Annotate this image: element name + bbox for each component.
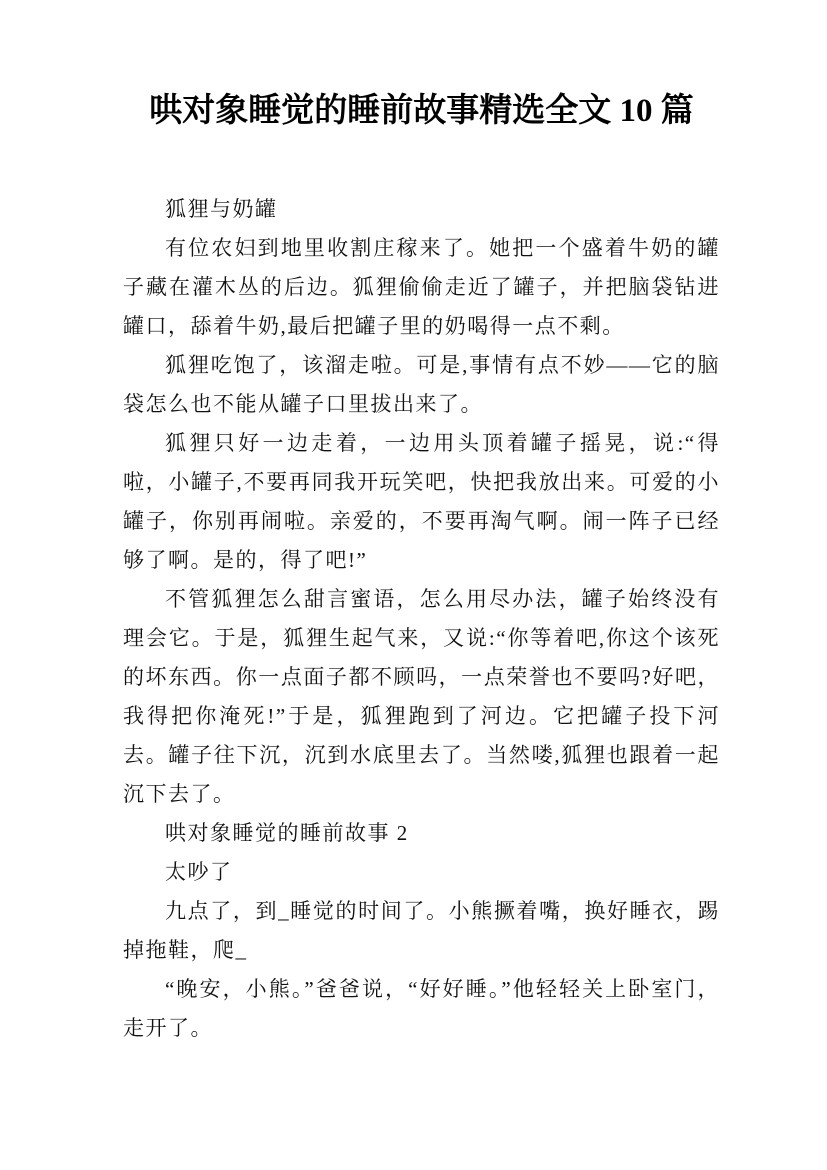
section-heading: 哄对象睡觉的睡前故事 2 — [165, 821, 409, 845]
paragraph: 不管狐狸怎么甜言蜜语，怎么用尽办法，罐子始终没有理会它。于是，狐狸生起气来，又说:“你等着吧,你这个该死的坏东西。你一点面子都不顾吗，一点荣誉也不要吗?好吧，我得把你淹死!”于是，狐狸跑到了河边。它把罐子投下河去。罐子往下沉，沉到水底里去了。当然喽,狐狸也跟着一起沉下去了。 — [123, 587, 720, 806]
section-heading: 太吵了 — [165, 860, 233, 884]
document-title: 哄对象睡觉的睡前故事精选全文 10 篇 — [149, 93, 694, 129]
paragraph: 狐狸只好一边走着，一边用头顶着罐子摇晃，说:“得啦，小罐子,不要再同我开玩笑吧，快把我放出来。可爱的小罐子，你别再闹啦。亲爱的，不要再淘气啊。闹一阵子已经够了啊。是的，得了吧!” — [123, 431, 720, 572]
paragraph: 有位农妇到地里收割庄稼来了。她把一个盛着牛奶的罐子藏在灌木丛的后边。狐狸偷偷走近了罐子，并把脑袋钻进罐口，舔着牛奶,最后把罐子里的奶喝得一点不剩。 — [123, 236, 720, 338]
document-body — [123, 190, 720, 1048]
paragraph: 狐狸吃饱了，该溜走啦。可是,事情有点不妙——它的脑袋怎么也不能从罐子口里拔出来了。 — [123, 353, 720, 416]
section-heading: 狐狸与奶罐 — [165, 197, 278, 221]
paragraph: “晚安，小熊。”爸爸说，“好好睡。”他轻轻关上卧室门，走开了。 — [123, 977, 720, 1040]
paragraph: 九点了，到_睡觉的时间了。小熊撅着嘴，换好睡衣，踢掉拖鞋，爬_ — [123, 899, 720, 962]
